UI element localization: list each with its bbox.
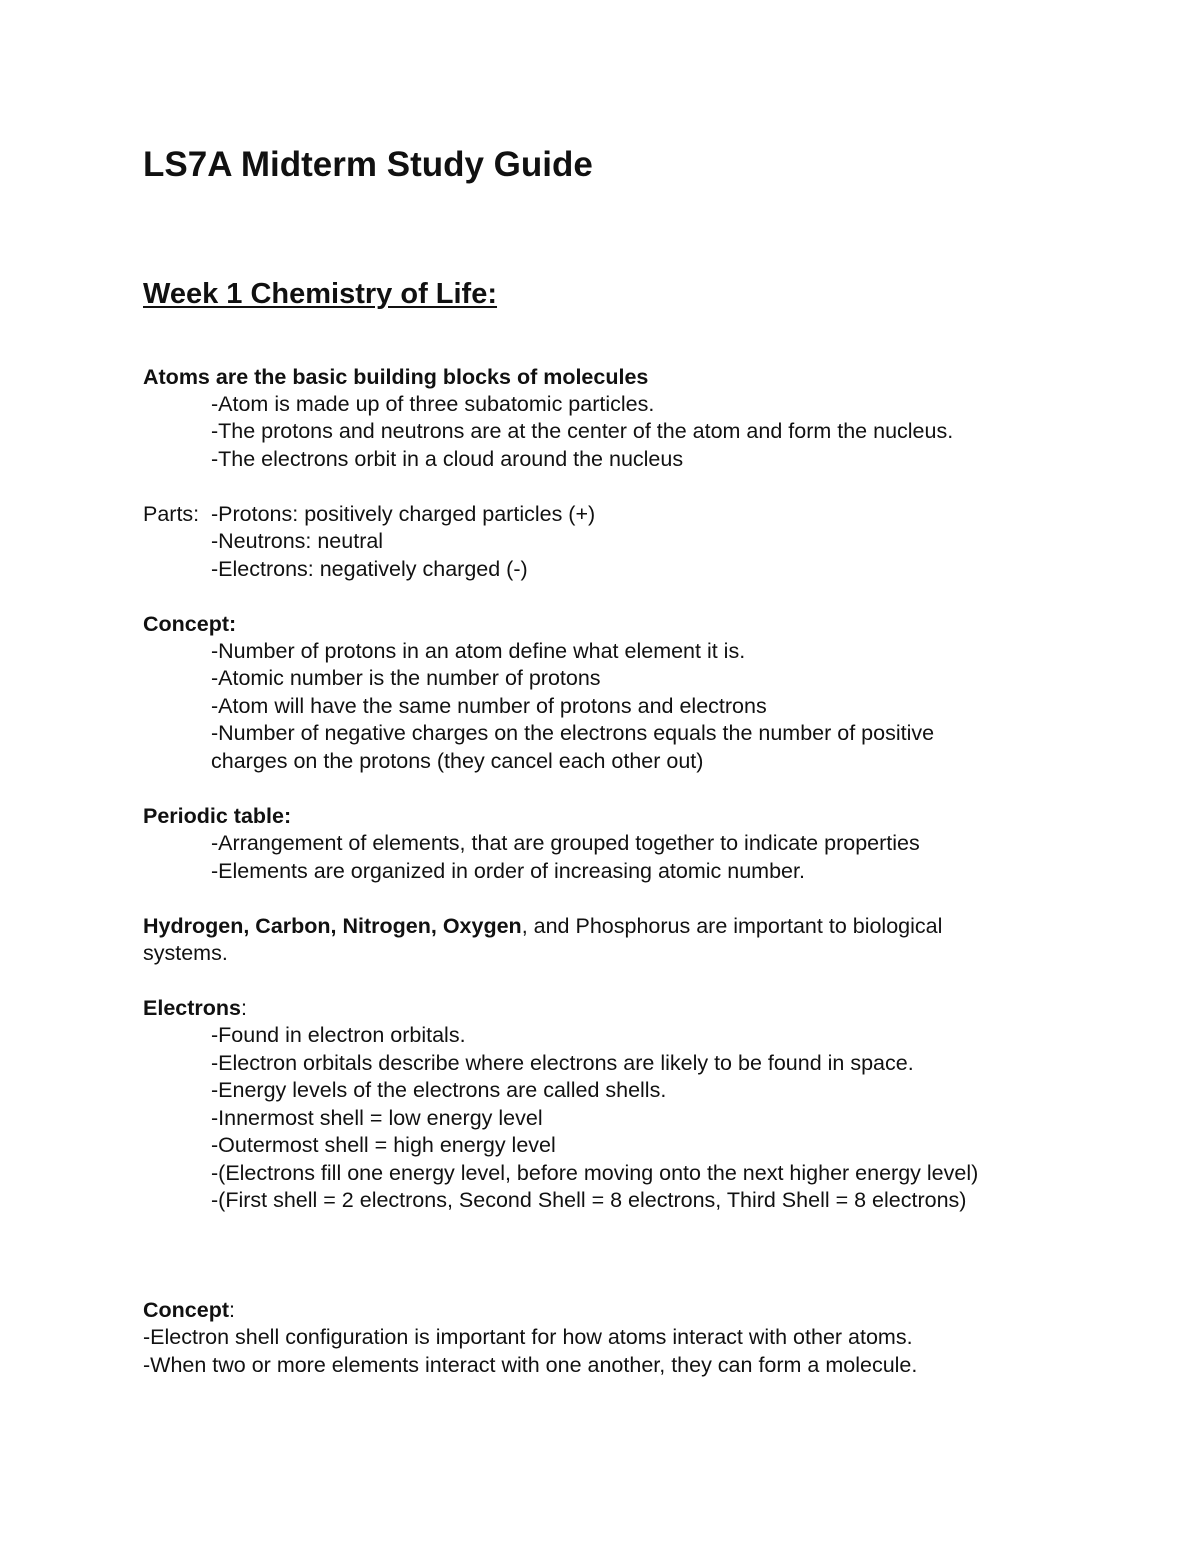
electrons-bullet: -Found in electron orbitals. [211, 1023, 466, 1047]
electrons-heading: Electrons [143, 996, 241, 1020]
atoms-bullet: -The protons and neutrons are at the center of the atom and form the nucleus. [211, 419, 954, 443]
electrons-bullet: -(Electrons fill one energy level, before moving onto the next higher energy level) [211, 1161, 979, 1185]
concept2-bullet: -Electron shell configuration is important for how atoms interact with other atoms. [143, 1325, 913, 1349]
electrons-bullet: -Innermost shell = low energy level [211, 1106, 543, 1130]
concept2-heading-line [143, 1297, 235, 1324]
atoms-bullet: -The electrons orbit in a cloud around the nucleus [211, 447, 684, 471]
electrons-bullet: -Energy levels of the electrons are called shells. [211, 1078, 667, 1102]
periodic-bullet: -Elements are organized in order of increasing atomic number. [211, 859, 805, 883]
periodic-heading: Periodic table: [143, 804, 292, 828]
elements-bold: Hydrogen, Carbon, Nitrogen, Oxygen [143, 914, 522, 938]
electrons-heading-line [143, 995, 247, 1022]
parts-label: Parts: [143, 502, 200, 526]
electrons-bullet: -(First shell = 2 electrons, Second Shell = 8 electrons, Third Shell = 8 electrons) [211, 1188, 967, 1212]
concept-bullet: -Atomic number is the number of protons [211, 666, 601, 690]
concept-heading: Concept: [143, 612, 237, 636]
elements-sentence-line2: systems. [143, 941, 228, 965]
elements-sentence [143, 913, 942, 940]
concept-bullet: -Atom will have the same number of protons and electrons [211, 694, 767, 718]
atoms-heading: Atoms are the basic building blocks of molecules [143, 365, 649, 389]
elements-rest: , and Phosphorus are important to biological [521, 914, 943, 938]
week-heading: Week 1 Chemistry of Life: [143, 278, 498, 310]
electrons-bullet: -Outermost shell = high energy level [211, 1133, 556, 1157]
concept-bullet: -Number of protons in an atom define what element it is. [211, 639, 746, 663]
parts-bullet: -Protons: positively charged particles (+) [211, 502, 596, 526]
concept-bullet: -Number of negative charges on the electrons equals the number of positive [211, 721, 935, 745]
atoms-bullet: -Atom is made up of three subatomic particles. [211, 392, 655, 416]
electrons-colon: : [240, 996, 247, 1020]
page-title: LS7A Midterm Study Guide [143, 145, 593, 184]
concept2-heading: Concept [143, 1298, 229, 1322]
concept-bullet-continuation: charges on the protons (they cancel each other out) [211, 749, 704, 773]
electrons-bullet: -Electron orbitals describe where electrons are likely to be found in space. [211, 1051, 914, 1075]
periodic-bullet: -Arrangement of elements, that are grouped together to indicate properties [211, 831, 920, 855]
parts-bullet: -Electrons: negatively charged (-) [211, 557, 528, 581]
parts-bullet: -Neutrons: neutral [211, 529, 384, 553]
concept2-bullet: -When two or more elements interact with one another, they can form a molecule. [143, 1353, 918, 1377]
concept2-colon: : [229, 1298, 235, 1322]
